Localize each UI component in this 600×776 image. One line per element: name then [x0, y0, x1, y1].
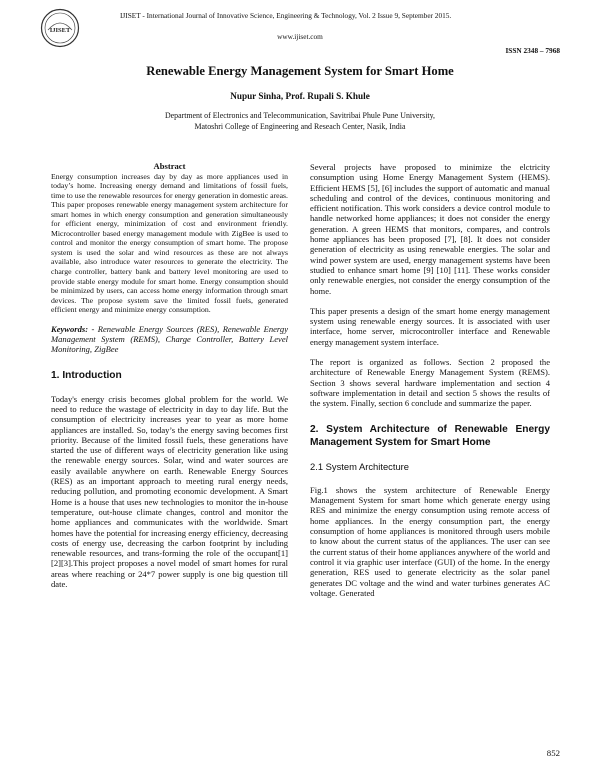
- journal-seal-icon: [40, 8, 80, 48]
- keywords-text: - Renewable Energy Sources (RES), Renewable Energy Management System (REMS), Charge Controller, Battery Level Monitoring, ZigBee: [51, 323, 288, 355]
- page-number: 852: [546, 748, 560, 758]
- section-1-heading: 1. Introduction: [51, 369, 122, 381]
- affiliation-line-1: Department of Electronics and Telecommunication, Savitribai Phule Pune University,: [164, 111, 436, 120]
- issn: ISSN 2348 – 7968: [505, 46, 560, 55]
- keywords-label: Keywords:: [51, 323, 89, 334]
- journal-logo: [40, 8, 80, 48]
- journal-header: IJISET - International Journal of Innovative Science, Engineering & Technology, Vol. 2 Issue 9, September 2015.: [120, 11, 452, 20]
- right-column: [310, 162, 550, 598]
- journal-url[interactable]: www.ijiset.com: [277, 32, 323, 41]
- keywords: [51, 324, 288, 355]
- left-column: [51, 162, 288, 589]
- related-work-paragraph: Several projects have proposed to minimize the elctricity consumption using Home Energy Management System (HEMS). Efficient HEMS [5], [6] includes the support of automatic and manual scheduling and control of the devices, continuous monitoring and efficient notification. This work considers a device control module to handle networked home appliances; it does not consider the energy generation. A green HEMS that monitors, compares, and controls home appliances has been proposed [7], [8]. It does not consider generation of electricity as using renewable energies. The solar and wind power system are used, energy management systems have been studied to enhance smart home [9] [10] [11]. These works consider only renewable energies, not consider the energy consumption of the home.: [310, 162, 550, 296]
- paper-overview-paragraph: This paper presents a design of the smart home energy management system using renewable energy sources. It is associated with user interface, home server, microcontroller interface and Renewable energy management system interface.: [310, 305, 550, 347]
- abstract-text: Energy consumption increases day by day as more appliances used in today’s home. Increasing energy demand and limitations of fossil fuels, time to use the renewable resources for energy generation in domestic areas. This paper proposes renewable energy management system architecture for smart homes in which energy consumption and generation simultaneously for efficient energy, minimization of cost and environment friendly. Microcontroller based energy management module with ZigBee is used to control and monitor the energy consumption of smart home. The propose system is used the solar and wind resources as these are not always available, also introduce water resources to generate the electricity. The charge controller, battery bank and battery level monitoring are used to provide stable energy module for smart home. Energy consumption should be minimized by users, can access home energy information through smart devices. The propose system save the limited fossil fuels, generated efficient energy and minimize energy consumption.: [51, 171, 288, 315]
- paper-authors: Nupur Sinha, Prof. Rupali S. Khule: [230, 91, 370, 101]
- paper-title: Renewable Energy Management System for Smart Home: [146, 64, 454, 78]
- affiliation: [0, 111, 600, 132]
- logo-text: IJISET: [49, 27, 71, 34]
- organization-paragraph: The report is organized as follows. Section 2 proposed the architecture of Renewable Energy Management System (REMS). Section 3 shows several hardware implementation and section 4 software implementation in detail and section 5 shows the results of the system. Finally, section 6 conclude and summarize the paper.: [310, 357, 550, 409]
- section-2-heading: 2. System Architecture of Renewable Energy Management System for Smart Home: [310, 423, 550, 448]
- subsection-2-1-heading: 2.1 System Architecture: [310, 460, 409, 472]
- abstract-heading: Abstract: [153, 161, 186, 171]
- affiliation-line-2: Matoshri College of Engineering and Reseach Center, Nasik, India: [194, 121, 406, 131]
- architecture-paragraph: Fig.1 shows the system architecture of Renewable Energy Management System for smart home which generate energy using RES and minimize the energy consumption using remote access of home appliances. In the energy consumption part, the energy consumption of home appliances is monitored through users mobile to know about the current status of the appliances. The user can see the current status of their home appliances anywhere of the world and control it via graphic user interface (GUI) of the home. In the energy generation, RES used to generate electricity as the solar panel generates DC voltage and the wind and water turbines generates AC voltage. Generated: [310, 484, 550, 598]
- introduction-text: Today's energy crisis becomes global problem for the world. We need to reduce the wastage of electricity in day to day life. But the consumption of electricity increases year to year as more home appliances are installed. So, today’s the energy saving becomes first priority. Because of the limited fossil fuels, these generations have started the use of different ways of electricity generation like using the renewable energy sources. Solar, wind and water sources are easily available anywhere on earth. Renewable Energy Sources (RES) as an important approach to meeting rural energy needs, reducing pollution, and promoting economic development. A Smart Home is a house that uses new technologies to monitor the in-house temperature, out-house climate changes, control and monitor the home appliances and communicates with the worldwide. Smart homes have the potential for increasing energy efficiency, decreasing costs of energy use, decreasing the carbon footprint by including renewable resources, and trans-forming the role of the occupant[1][2][3].This project proposes a novel model of smart homes for rural areas where reaching or 24*7 power supply is one big question till date.: [51, 393, 288, 589]
